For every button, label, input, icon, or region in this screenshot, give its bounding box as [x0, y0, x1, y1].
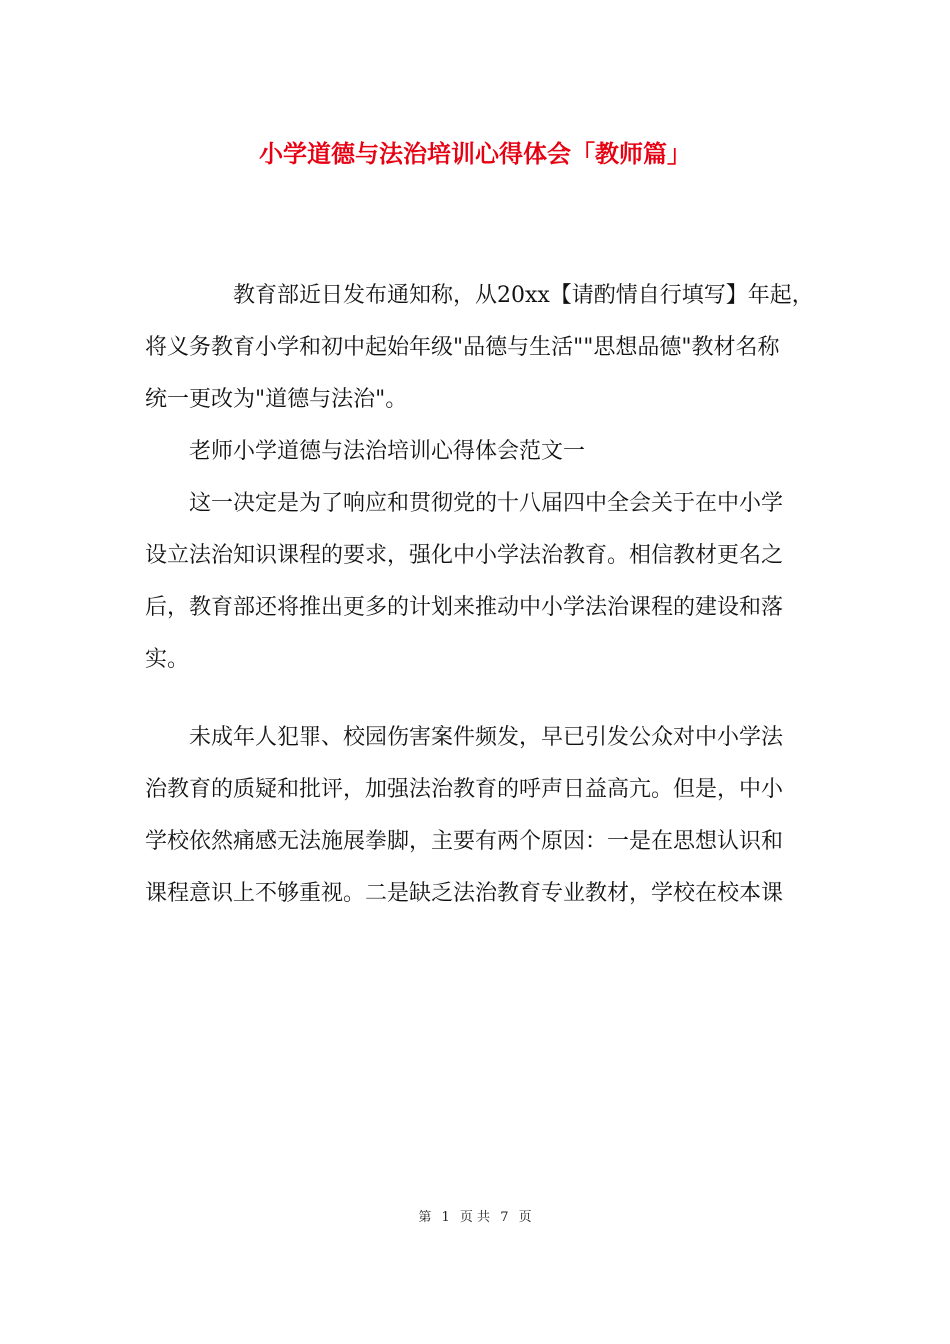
paragraph-line: 未成年人犯罪、校园伤害案件频发，早已引发公众对中小学法: [145, 725, 784, 750]
document-title: 小学道德与法治培训心得体会「教师篇」: [259, 139, 691, 168]
footer-total-pages: 7: [500, 1210, 509, 1225]
paragraph-line: 治教育的质疑和批评，加强法治教育的呼声日益高亢。但是，中小: [145, 777, 784, 802]
footer-page-number: 1: [441, 1210, 450, 1225]
paragraph-1: [145, 270, 814, 426]
paragraph-4: [145, 712, 805, 920]
paragraph-line: 实。: [145, 647, 190, 672]
paragraph-2: [145, 426, 805, 478]
document-body: [145, 270, 814, 920]
paragraph-line: 学校依然痛感无法施展拳脚，主要有两个原因：一是在思想认识和: [145, 829, 784, 854]
footer-prefix: 第: [418, 1210, 432, 1225]
paragraph-line: 统一更改为"道德与法治"。: [145, 387, 408, 412]
paragraph-line: 教育部近日发布通知称，从20xx【请酌情自行填写】年起，: [145, 283, 814, 308]
paragraph-line: 后，教育部还将推出更多的计划来推动中小学法治课程的建设和落: [145, 595, 784, 620]
paragraph-spacer: [145, 686, 805, 712]
paragraph-line: 老师小学道德与法治培训心得体会范文一: [145, 439, 586, 464]
paragraph-line: 设立法治知识课程的要求，强化中小学法治教育。相信教材更名之: [145, 543, 784, 568]
page-footer: [0, 1208, 950, 1228]
footer-middle: 页 共: [459, 1210, 491, 1225]
paragraph-3: [145, 478, 805, 686]
paragraph-line: 这一决定是为了响应和贯彻党的十八届四中全会关于在中小学: [145, 491, 784, 516]
paragraph-line: 课程意识上不够重视。二是缺乏法治教育专业教材，学校在校本课: [145, 881, 784, 906]
footer-suffix: 页: [518, 1210, 532, 1225]
paragraph-line: 将义务教育小学和初中起始年级"品德与生活""思想品德"教材名称: [145, 335, 780, 360]
